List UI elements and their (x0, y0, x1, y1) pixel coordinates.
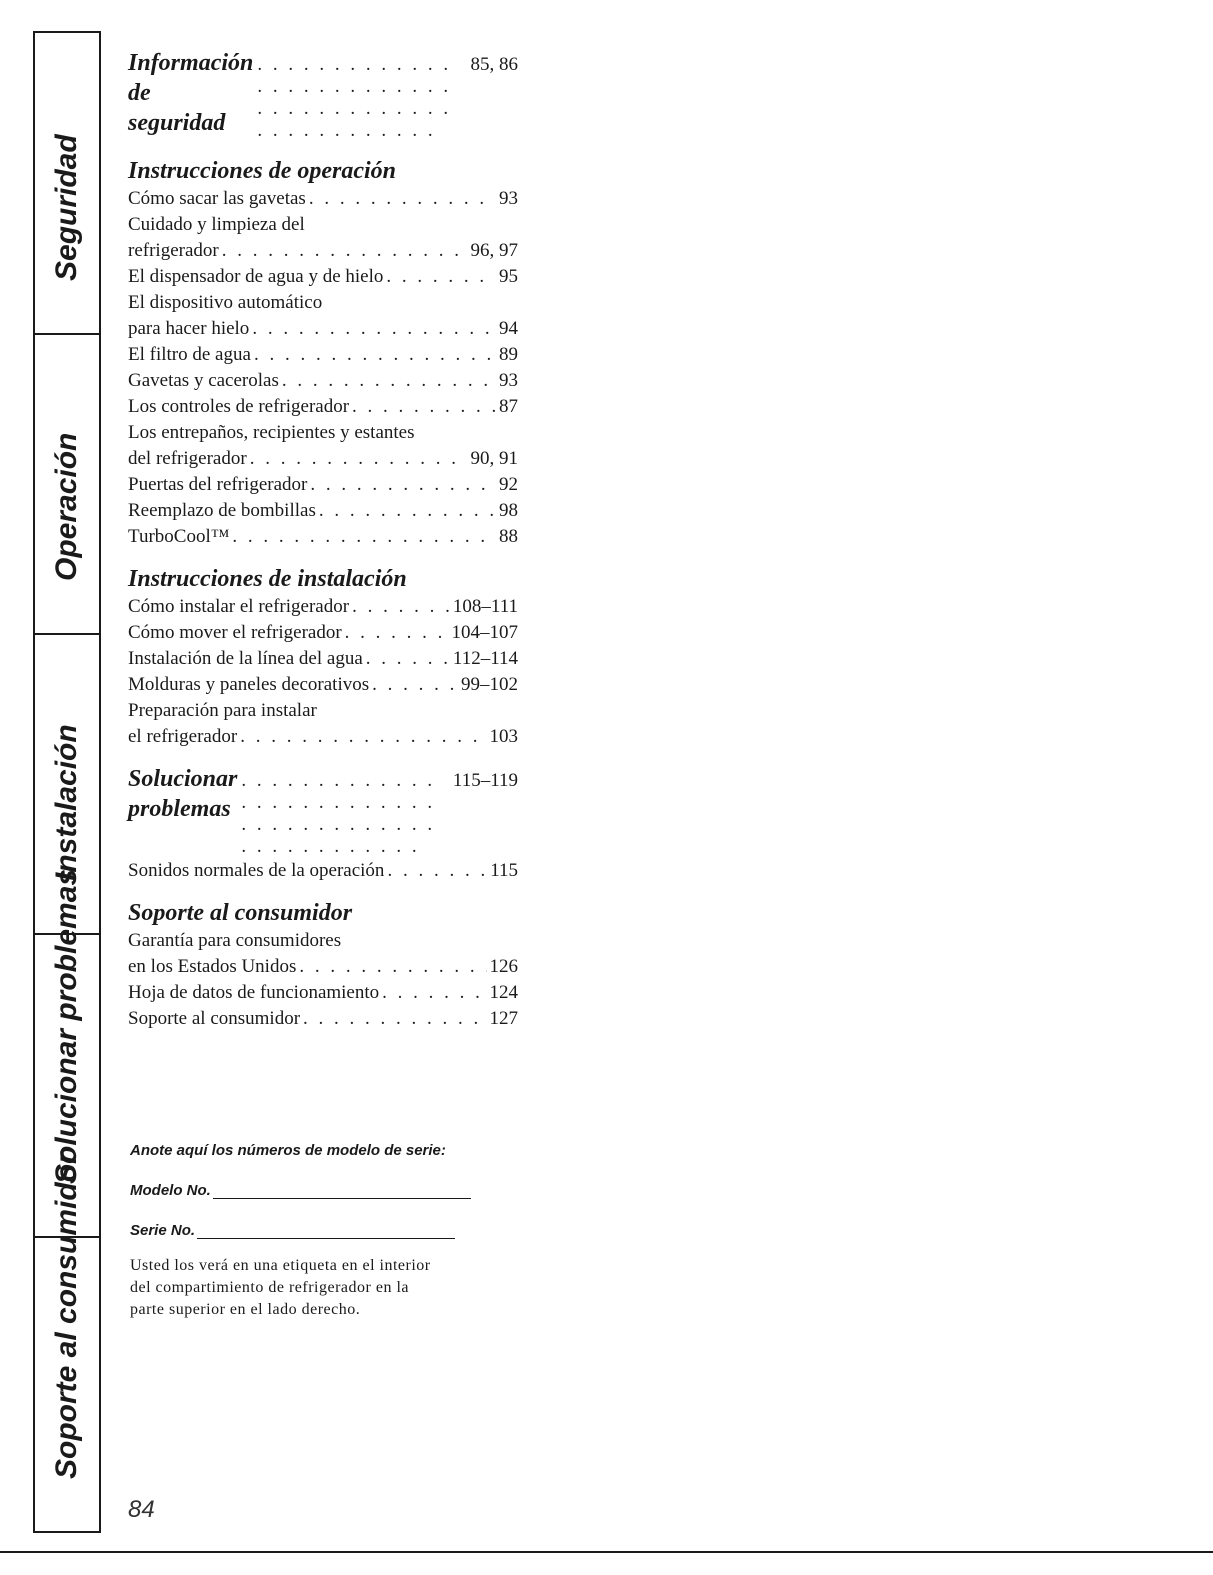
record-title: Anote aquí los números de modelo de serie: (130, 1142, 446, 1159)
toc-entry[interactable] (128, 368, 518, 394)
entry-text: para hacer hielo (128, 318, 250, 339)
tab-label: Operación (50, 432, 83, 581)
toc-section-support (128, 898, 518, 1032)
leader-dots (232, 524, 496, 550)
toc-entry[interactable] (128, 858, 518, 884)
leader-dots (366, 646, 450, 672)
note-line: del compartimiento de refrigerador en la (130, 1279, 409, 1296)
leader-dots (352, 394, 496, 420)
toc-entry[interactable] (128, 342, 518, 368)
leader-dots (372, 672, 458, 698)
model-number-line[interactable] (213, 1183, 471, 1199)
toc-entry[interactable] (128, 646, 518, 672)
page-number: 84 (128, 1496, 155, 1523)
toc-entry[interactable] (128, 620, 518, 646)
leader-dots (352, 594, 450, 620)
section-title: Soporte al consumidor (128, 900, 353, 926)
tab-label: Instalación (50, 724, 83, 881)
toc-safety-row[interactable] (128, 48, 518, 142)
toc-entry[interactable] (128, 186, 518, 212)
entry-text: Instalación de la línea del agua (128, 648, 363, 669)
entry-text: Cómo instalar el refrigerador (128, 596, 350, 617)
model-number-label: Modelo No. (130, 1182, 211, 1199)
leader-dots (382, 980, 486, 1006)
leader-dots (319, 498, 496, 524)
entry-text: TurboCool™ (128, 526, 230, 547)
leader-dots (257, 54, 466, 142)
entry-text: Molduras y paneles decorativos (128, 674, 370, 695)
section-tab-column (33, 31, 101, 1533)
toc-entry[interactable] (128, 1006, 518, 1032)
toc-troubleshooting-row[interactable] (128, 764, 518, 858)
page-ref: 99–102 (461, 674, 518, 695)
page-ref: 93 (499, 370, 518, 391)
tab-operacion[interactable] (35, 333, 99, 633)
record-note (130, 1255, 520, 1321)
page-ref: 90, 91 (470, 448, 518, 469)
serial-number-field[interactable] (130, 1219, 520, 1239)
toc-entry[interactable] (128, 594, 518, 620)
entry-prefix: Cuidado y limpieza del (128, 214, 305, 235)
leader-dots (282, 368, 496, 394)
toc-entry[interactable] (128, 524, 518, 550)
toc-entry[interactable] (128, 724, 518, 750)
page-ref: 85, 86 (470, 54, 518, 75)
note-line: Usted los verá en una etiqueta en el interior (130, 1257, 431, 1274)
page-ref: 95 (499, 266, 518, 287)
serial-number-line[interactable] (197, 1223, 455, 1239)
section-title: Instrucciones de operación (128, 158, 397, 184)
leader-dots (345, 620, 449, 646)
page-ref: 98 (499, 500, 518, 521)
page-ref: 88 (499, 526, 518, 547)
toc-section-troubleshooting (128, 764, 518, 884)
page-ref: 108–111 (452, 596, 518, 617)
entry-text: Cómo mover el refrigerador (128, 622, 342, 643)
page-ref: 87 (499, 396, 518, 417)
entry-text: refrigerador (128, 240, 219, 261)
page-ref: 115 (490, 860, 518, 881)
toc-section-operation (128, 156, 518, 550)
entry-prefix: Garantía para consumidores (128, 930, 342, 951)
bottom-rule (0, 1551, 1213, 1553)
page-ref: 112–114 (452, 648, 518, 669)
leader-dots (309, 186, 496, 212)
entry-text: Puertas del refrigerador (128, 474, 308, 495)
toc-entry[interactable] (128, 672, 518, 698)
entry-text: Los controles de refrigerador (128, 396, 350, 417)
toc-section-safety (128, 48, 518, 142)
entry-text: en los Estados Unidos (128, 956, 297, 977)
toc-entry[interactable] (128, 980, 518, 1006)
entry-text: Gavetas y cacerolas (128, 370, 279, 391)
entry-text: Sonidos normales de la operación (128, 860, 385, 881)
leader-dots (254, 342, 496, 368)
tab-soporte-al-consumidor[interactable] (35, 1152, 99, 1531)
toc-entry[interactable] (128, 394, 518, 420)
leader-dots (310, 472, 496, 498)
section-title: Información de seguridad (128, 50, 254, 136)
section-title: Solucionar problemas (128, 766, 238, 822)
tab-label: Seguridad (50, 134, 83, 281)
page-ref: 94 (499, 318, 518, 339)
model-serial-record (130, 1142, 520, 1321)
entry-prefix: Preparación para instalar (128, 700, 317, 721)
leader-dots (303, 1006, 486, 1032)
toc-entry[interactable] (128, 238, 518, 264)
note-line: parte superior en el lado derecho. (130, 1301, 361, 1318)
toc-section-installation (128, 564, 518, 750)
leader-dots (252, 316, 496, 342)
entry-prefix: El dispositivo automático (128, 292, 323, 313)
page-ref: 115–119 (452, 770, 518, 791)
page-ref: 89 (499, 344, 518, 365)
tab-seguridad[interactable] (35, 33, 99, 333)
page-ref: 96, 97 (470, 240, 518, 261)
page-ref: 126 (489, 956, 518, 977)
entry-text: del refrigerador (128, 448, 247, 469)
toc-entry[interactable] (128, 954, 518, 980)
entry-text: El filtro de agua (128, 344, 251, 365)
entry-text: Soporte al consumidor (128, 1008, 301, 1029)
leader-dots (222, 238, 468, 264)
toc-entry[interactable] (128, 264, 518, 290)
toc-entry[interactable] (128, 498, 518, 524)
entry-text: Reemplazo de bombillas (128, 500, 316, 521)
leader-dots (250, 446, 468, 472)
toc-entry[interactable] (128, 446, 518, 472)
leader-dots (299, 954, 486, 980)
toc-entry[interactable] (128, 472, 518, 498)
entry-text: El dispensador de agua y de hielo (128, 266, 384, 287)
leader-dots (387, 858, 487, 884)
page-ref: 127 (489, 1008, 518, 1029)
section-title: Instrucciones de instalación (128, 566, 407, 592)
tab-label: Soporte al consumidor (50, 1152, 83, 1479)
entry-text: Cómo sacar las gavetas (128, 188, 306, 209)
page-ref: 92 (499, 474, 518, 495)
leader-dots (386, 264, 496, 290)
page-ref: 93 (499, 188, 518, 209)
table-of-contents (128, 48, 518, 1046)
tab-label: Solucionar problemas (50, 868, 83, 1184)
serial-number-label: Serie No. (130, 1222, 196, 1239)
page-ref: 104–107 (451, 622, 518, 643)
entry-prefix: Los entrepaños, recipientes y estantes (128, 422, 415, 443)
model-number-field[interactable] (130, 1179, 520, 1199)
leader-dots (241, 770, 449, 858)
page-ref: 103 (489, 726, 518, 747)
entry-text: Hoja de datos de funcionamiento (128, 982, 380, 1003)
leader-dots (240, 724, 486, 750)
entry-text: el refrigerador (128, 726, 238, 747)
toc-entry[interactable] (128, 316, 518, 342)
page-ref: 124 (489, 982, 518, 1003)
